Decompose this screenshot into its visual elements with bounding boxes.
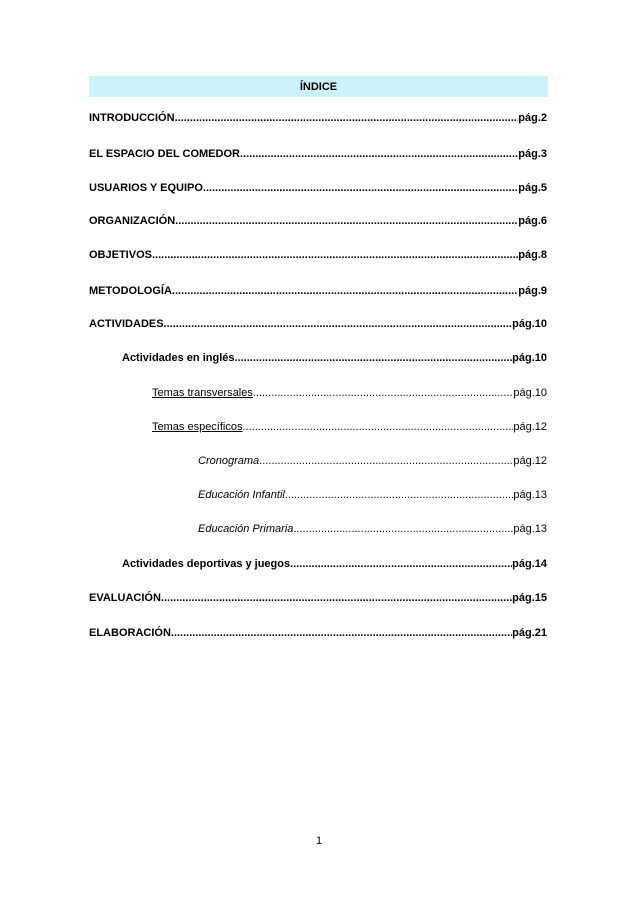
toc-entry-espacio-comedor[interactable] <box>89 146 547 162</box>
toc-entry-label: EL ESPACIO DEL COMEDOR <box>89 148 240 160</box>
toc-entry-temas-transversales[interactable] <box>152 385 547 401</box>
toc-leader-dots <box>285 487 514 503</box>
toc-entry-organizacion[interactable] <box>89 213 547 229</box>
toc-leader-dots <box>175 110 519 126</box>
toc-entry-label: INTRODUCCIÓN <box>89 112 175 124</box>
toc-entry-educacion-primaria[interactable] <box>198 521 547 537</box>
toc-entry-label: ELABORACIÓN <box>89 627 171 639</box>
toc-leader-dots <box>290 556 512 572</box>
toc-entry-label: Temas transversales <box>152 387 253 399</box>
toc-entry-page: pág.5 <box>518 182 547 194</box>
toc-entry-actividades-deportivas[interactable] <box>122 556 547 572</box>
toc-entry-cronograma[interactable] <box>198 453 547 469</box>
toc-leader-dots <box>240 146 518 162</box>
toc-entry-page: pág.10 <box>512 352 547 364</box>
toc-entry-actividades[interactable] <box>89 316 547 332</box>
toc-leader-dots <box>175 213 518 229</box>
toc-entry-label: ORGANIZACIÓN <box>89 215 176 227</box>
toc-entry-label: Actividades deportivas y juegos <box>122 558 291 570</box>
toc-entry-page: pág.12 <box>513 455 547 467</box>
toc-entry-label: ACTIVIDADES. <box>89 318 167 330</box>
toc-leader-dots <box>164 590 512 606</box>
toc-entry-page: pág.13 <box>513 523 547 535</box>
toc-entry-educacion-infantil[interactable] <box>198 487 547 503</box>
toc-entry-label: Cronograma <box>198 455 260 467</box>
toc-entry-page: pág.14 <box>512 558 547 570</box>
toc-entry-page: pág.10 <box>513 387 547 399</box>
toc-leader-dots <box>242 419 513 435</box>
toc-leader-dots <box>172 283 518 299</box>
toc-leader-dots <box>253 385 513 401</box>
page-number: 1 <box>315 835 323 847</box>
toc-entry-page: pág.2 <box>518 112 547 124</box>
toc-entry-objetivos[interactable] <box>89 247 547 263</box>
toc-entry-label: OBJETIVOS <box>89 249 152 261</box>
toc-leader-dots <box>259 453 513 469</box>
toc-leader-dots <box>293 521 513 537</box>
toc-entry-page: pág.10 <box>512 318 547 330</box>
toc-entry-page: pág.15 <box>512 592 547 604</box>
toc-entry-page: pág.6 <box>518 215 547 227</box>
toc-entry-label: METODOLOGÍA <box>89 285 172 297</box>
index-title-bar <box>89 76 548 97</box>
toc-entry-usuarios-equipo[interactable] <box>89 180 547 196</box>
toc-leader-dots <box>152 247 518 263</box>
toc-entry-label: Actividades en inglés <box>122 352 235 364</box>
toc-entry-page: pág.9 <box>518 285 547 297</box>
toc-leader-dots <box>234 350 512 366</box>
toc-entry-evaluacion[interactable] <box>89 590 547 606</box>
toc-entry-page: pág.21 <box>512 627 547 639</box>
toc-entry-label: USUARIOS Y EQUIPO <box>89 182 203 194</box>
toc-entry-page: pág.12 <box>513 421 547 433</box>
toc-leader-dots <box>171 625 512 641</box>
toc-entry-actividades-ingles[interactable] <box>122 350 547 366</box>
toc-entry-label: Educación Infantil <box>198 489 285 501</box>
toc-leader-dots <box>167 316 513 332</box>
toc-entry-page: pág.13 <box>513 489 547 501</box>
index-title: ÍNDICE <box>299 80 338 93</box>
toc-entry-page: pág.8 <box>518 249 547 261</box>
toc-entry-label: EVALUACIÓN. <box>89 592 164 604</box>
toc-entry-label: Temas específicos <box>152 421 243 433</box>
toc-leader-dots <box>203 180 518 196</box>
toc-entry-page: pág.3 <box>518 148 547 160</box>
toc-entry-elaboracion[interactable] <box>89 625 547 641</box>
toc-entry-label: Educación Primaria <box>198 523 294 535</box>
toc-entry-metodologia[interactable] <box>89 283 547 299</box>
toc-entry-introduccion[interactable] <box>89 110 547 126</box>
toc-entry-temas-especificos[interactable] <box>152 419 547 435</box>
